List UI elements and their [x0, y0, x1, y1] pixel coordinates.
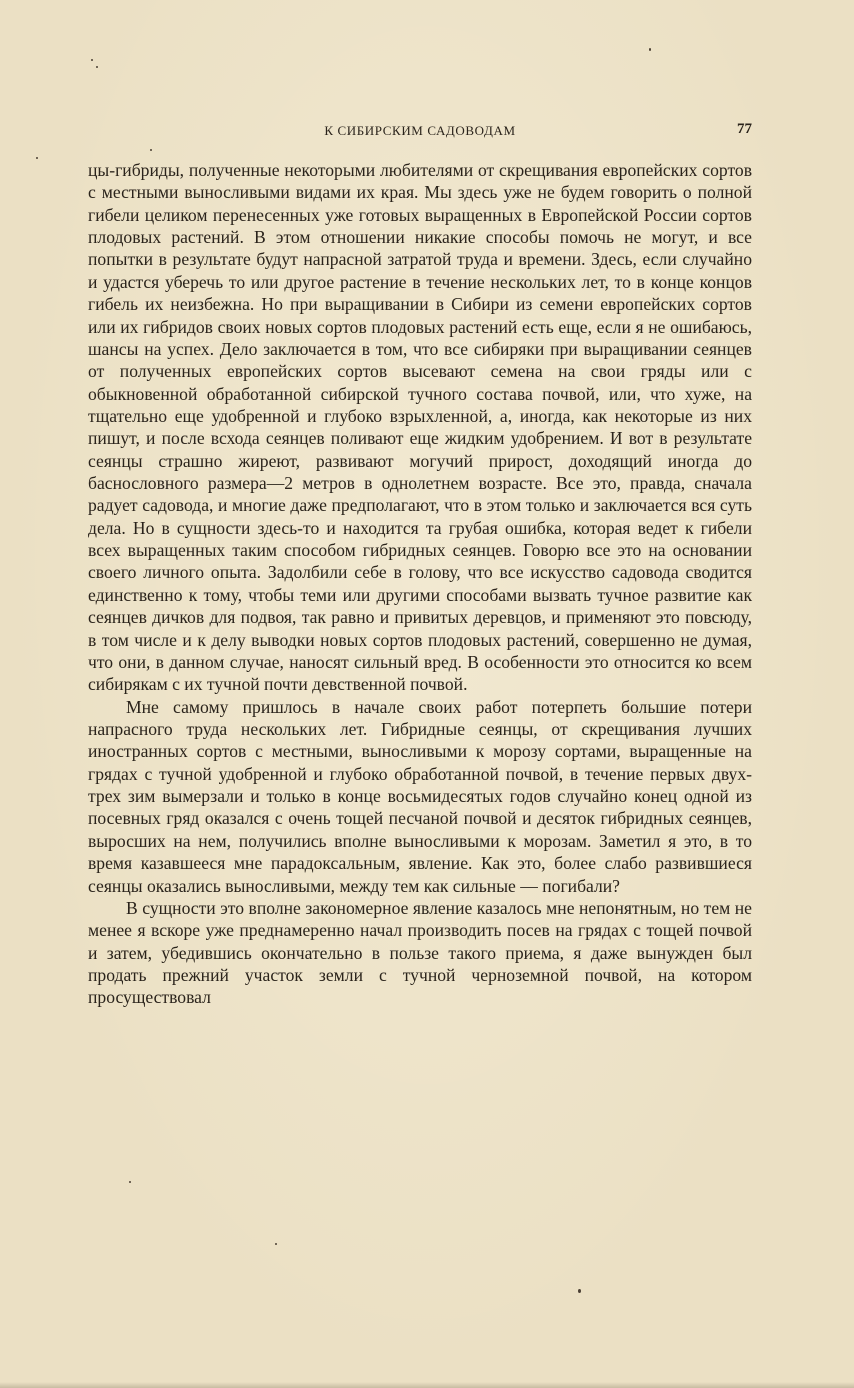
- paper-speck: [96, 66, 98, 68]
- page-bottom-edge: [0, 1382, 854, 1388]
- paper-speck: [275, 1243, 277, 1245]
- paper-speck: [91, 59, 93, 61]
- page-number: 77: [737, 121, 752, 137]
- paper-speck: [129, 1181, 131, 1183]
- paper-speck: [150, 149, 152, 151]
- running-head: [88, 121, 752, 141]
- paragraph: В сущности это вполне закономерное явление казалось мне непонятным, но тем не менее я вскоре уже преднамеренно начал производить посев на грядах с тощей почвой и затем, убедившись окончательно в пользе такого приема, я даже вынужден был продать прежний участок земли с тучной черноземной почвой, на котором просуществовал: [88, 897, 752, 1008]
- paragraph: цы-гибриды, полученные некоторыми любителями от скрещивания европейских сортов с местными выносливыми видами их края. Мы здесь уже не будем говорить о полной гибели целиком перенесенных уже готовых выращенных в Европейской России сортов плодовых растений. В этом отношении никакие способы помочь не могут, и все попытки в результате будут напрасной затратой труда и времени. Здесь, если случайно и удастся уберечь то или другое растение в течение нескольких лет, то в конце концов гибель их неизбежна. Но при выращивании в Сибири из семени европейских сортов или их гибридов своих новых сортов плодовых растений есть еще, если я не ошибаюсь, шансы на успех. Дело заключается в том, что все сибиряки при выращивании сеянцев от полученных европейских сортов высевают семена на свои гряды или с обыкновенной обработанной сибирской тучного состава почвой, или, что хуже, на тщательно еще удобренной и глубоко взрыхленной, а, иногда, как некоторые из них пишут, и после всхода сеянцев поливают еще жидким удобрением. И вот в результате сеянцы страшно жиреют, развивают могучий прирост, доходящий иногда до баснословного размера—2 метров в однолетнем возрасте. Все это, правда, сначала радует садовода, и многие даже предполагают, что в этом только и заключается вся суть дела. Но в сущности здесь-то и находится та грубая ошибка, которая ведет к гибели всех выращенных таким способом гибридных сеянцев. Говорю все это на основании своего личного опыта. Задолбили себе в голову, что все искусство садовода сводится единственно к тому, чтобы теми или другими способами вызвать тучное развитие как сеянцев дичков для подвоя, так равно и привитых деревцов, и применяют это повсюду, в том числе и к делу выводки новых сортов плодовых растений, совершенно не думая, что они, в данном случае, наносят сильный вред. В особенности это относится ко всем сибирякам с их тучной почти девственной почвой.: [88, 160, 752, 695]
- body-text: [88, 159, 752, 1009]
- paper-speck: [578, 1289, 581, 1293]
- paper-speck: [36, 157, 38, 159]
- running-title: К СИБИРСКИМ САДОВОДАМ: [324, 123, 516, 138]
- paper-speck: [649, 48, 651, 51]
- paragraph: Мне самому пришлось в начале своих работ потерпеть большие потери напрасного труда нескольких лет. Гибридные сеянцы, от скрещивания лучших иностранных сортов с местными, выносливыми к морозу сортами, выращенные на грядах с тучной удобренной и глубоко обработанной почвой, в течение первых двух-трех зим вымерзали и только в конце восьмидесятых годов случайно конец одной из посевных гряд оказался с очень тощей песчаной почвой и десяток гибридных сеянцев, выросших на нем, получились вполне выносливыми к морозам. Заметил я это, в то время казавшееся мне парадоксальным, явление. Как это, более слабо развившиеся сеянцы оказались выносливыми, между тем как сильные — погибали?: [88, 696, 752, 896]
